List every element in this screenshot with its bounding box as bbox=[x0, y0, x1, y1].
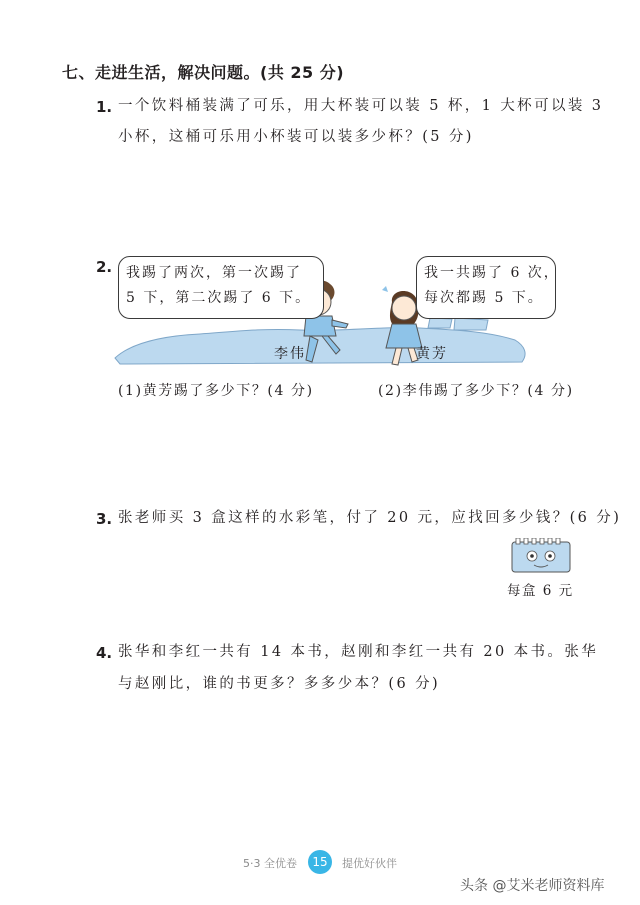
footer-slogan: 提优好伙伴 bbox=[342, 857, 397, 870]
footer-brand: 5·3 全优卷 bbox=[243, 857, 297, 870]
question-1-number: 1. bbox=[96, 98, 113, 116]
speech-bubble-huangfang-line-2: 每次都踢 5 下。 bbox=[424, 290, 544, 306]
section-title: 七、走进生活，解决问题。(共 25 分) bbox=[62, 63, 345, 82]
marker-box-illustration bbox=[510, 538, 572, 574]
question-3-number: 3. bbox=[96, 510, 113, 528]
question-2-number: 2. bbox=[96, 258, 113, 276]
price-label: 每盒 6 元 bbox=[507, 583, 574, 599]
question-4-line-2: 与赵刚比，谁的书更多？多多少本？(6 分) bbox=[118, 676, 441, 692]
question-2-part-1: (1)黄芳踢了多少下？(4 分) bbox=[118, 383, 314, 399]
question-3-text: 张老师买 3 盒这样的水彩笔，付了 20 元，应找回多少钱？(6 分) bbox=[118, 510, 622, 526]
name-label-huangfang: 黄芳 bbox=[416, 346, 448, 362]
question-4-line-1: 张华和李红一共有 14 本书，赵刚和李红一共有 20 本书。张华 bbox=[118, 644, 599, 660]
speech-bubble-liwei-line-2: 5 下，第二次踢了 6 下。 bbox=[126, 290, 312, 306]
question-4-number: 4. bbox=[96, 644, 113, 662]
watermark-text: 头条 @艾米老师资料库 bbox=[460, 878, 605, 894]
watermark bbox=[460, 875, 604, 895]
speech-bubble-huangfang bbox=[416, 256, 560, 319]
question-1-line-2: 小杯，这桶可乐用小杯装可以装多少杯？(5 分) bbox=[118, 129, 474, 145]
question-1-line-1: 一个饮料桶装满了可乐，用大杯装可以装 5 杯，1 大杯可以装 3 bbox=[118, 98, 604, 114]
speech-bubble-liwei bbox=[118, 256, 324, 319]
question-2-part-2: (2)李伟踢了多少下？(4 分) bbox=[378, 383, 574, 399]
page-number: 15 bbox=[308, 850, 332, 874]
name-label-liwei: 李伟 bbox=[274, 346, 306, 362]
speech-bubble-huangfang-line-1: 我一共踢了 6 次， bbox=[424, 265, 560, 281]
speech-bubble-liwei-line-1: 我踢了两次，第一次踢了 bbox=[126, 265, 302, 281]
